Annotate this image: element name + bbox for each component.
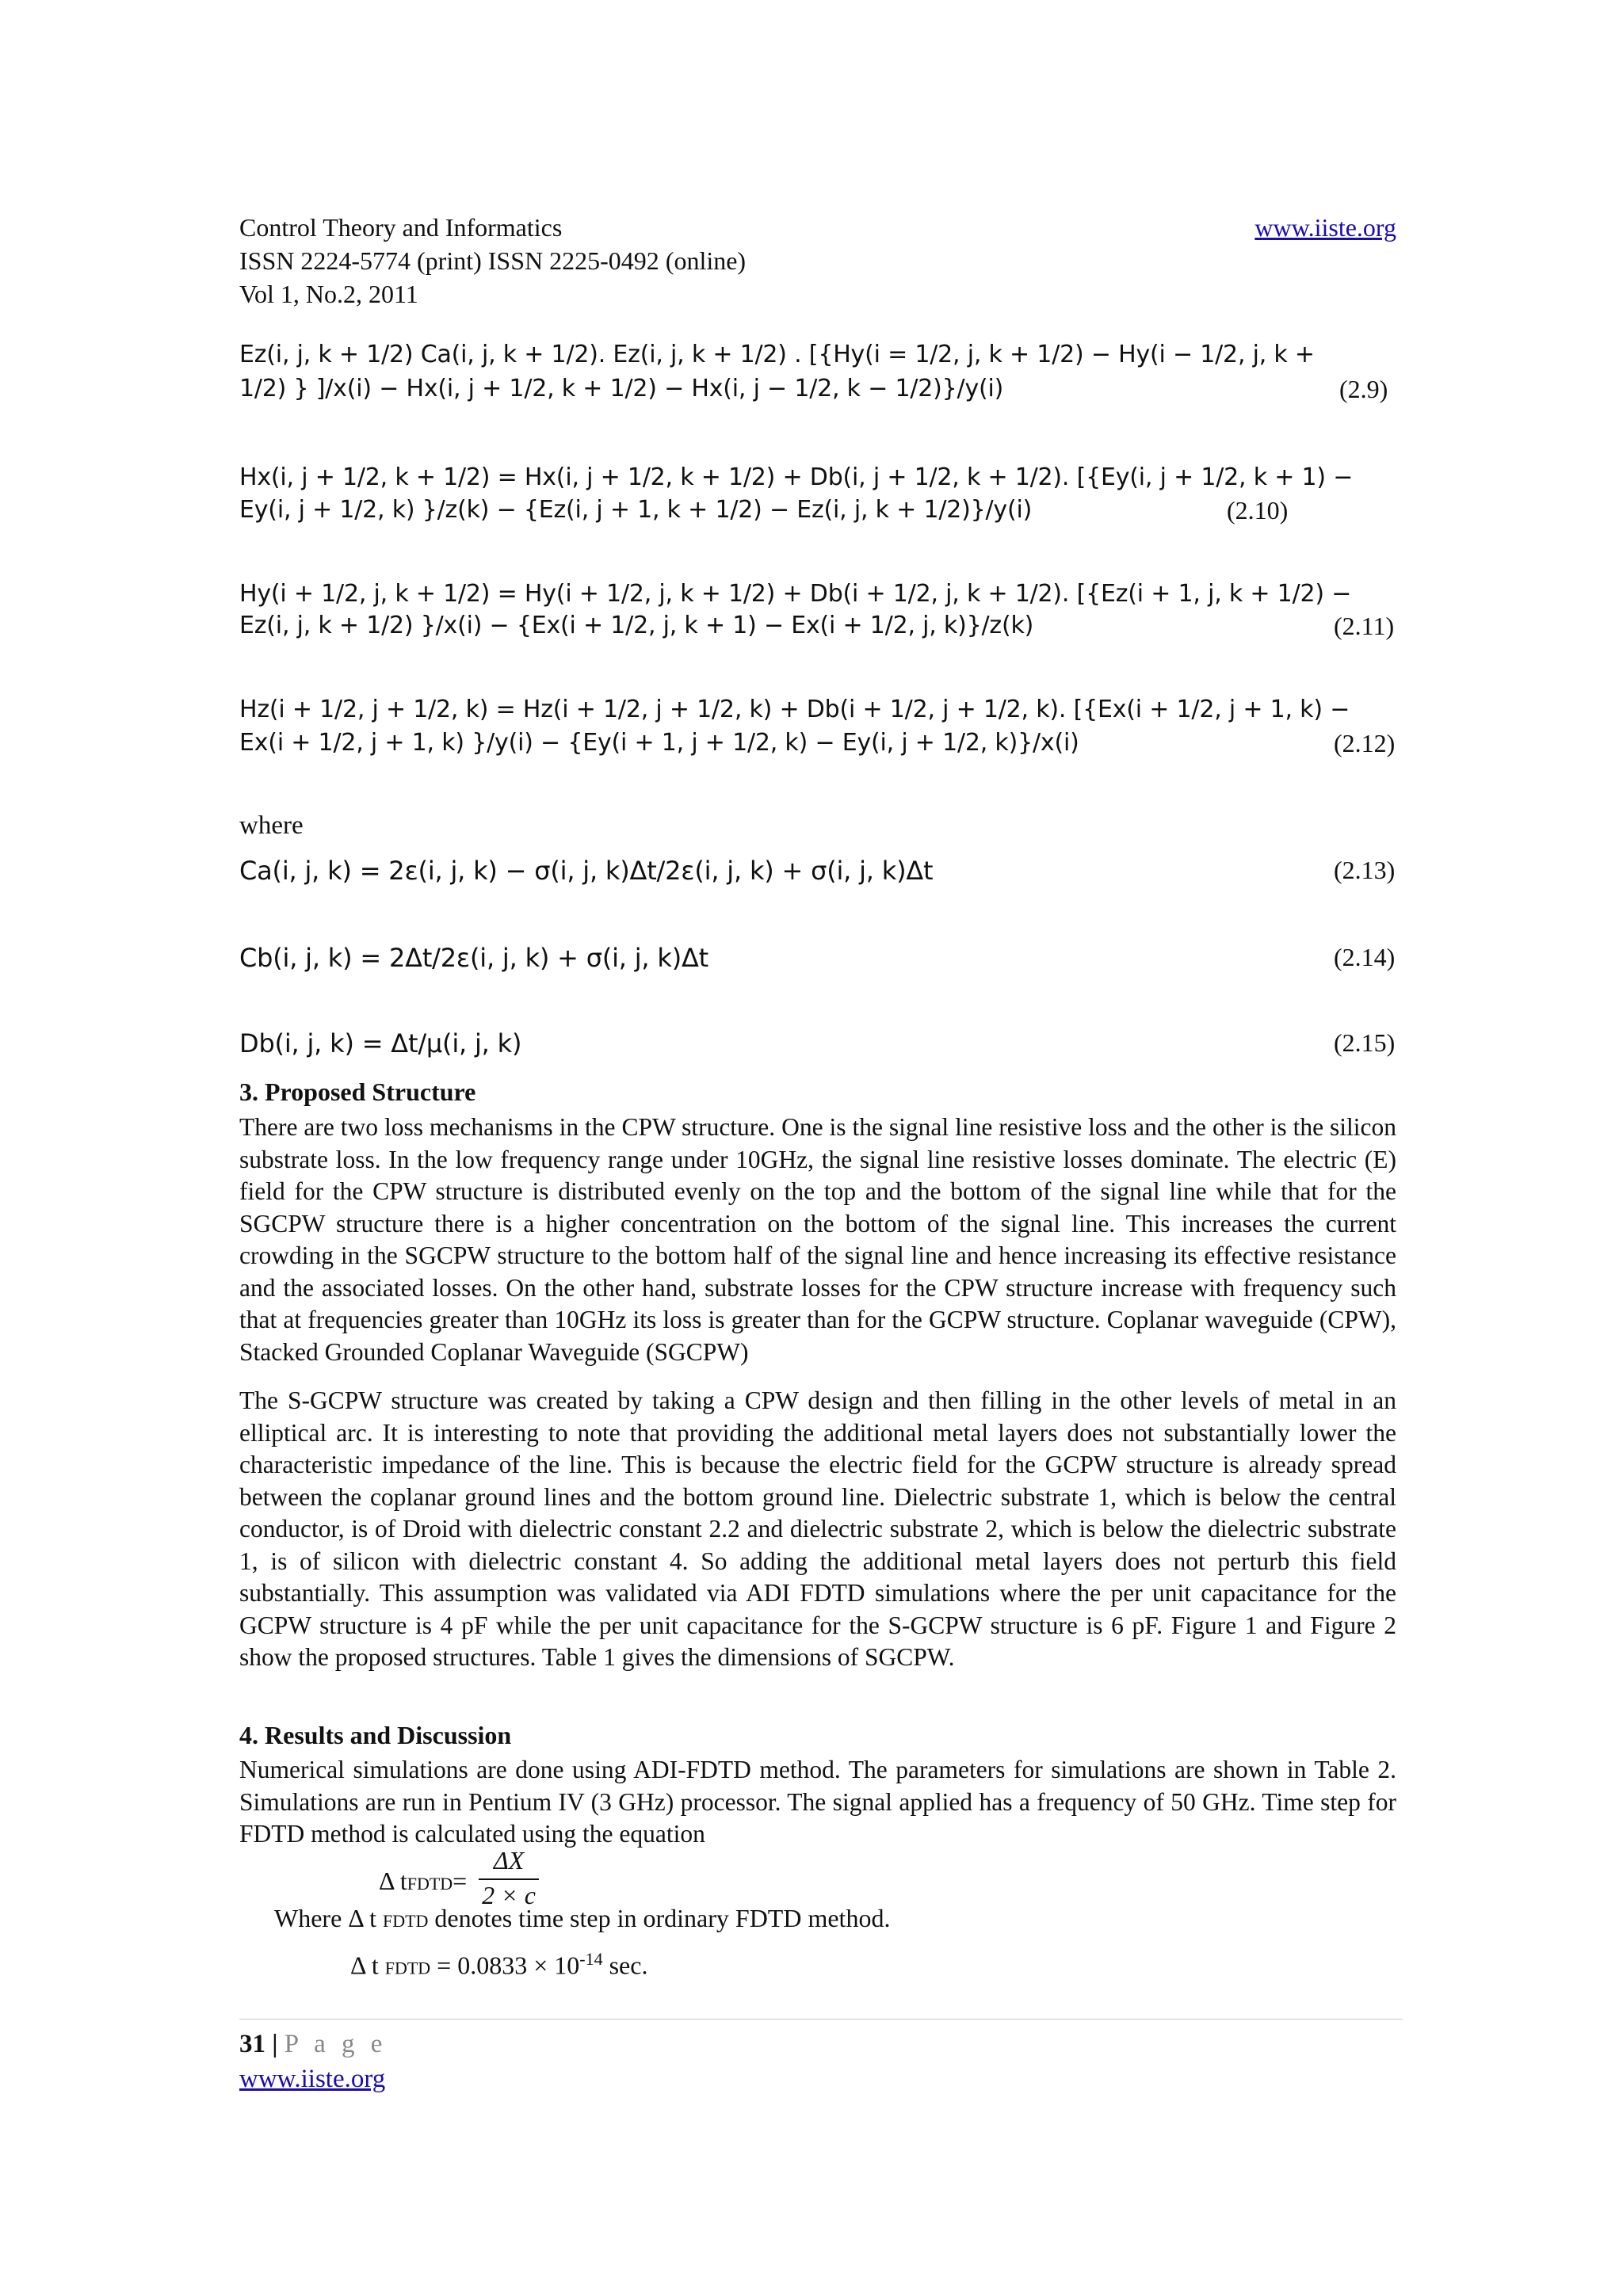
definition-ca: Ca(i, j, k) = 2ε(i, j, k) − σ(i, j, k)Δt/2ε(i, j, k) + σ(i, j, k)Δt: [239, 856, 934, 886]
equation-2-9-line2: 1/2) } ]/x(i) − Hx(i, j + 1/2, k + 1/2) − Hx(i, j − 1/2, k − 1/2)}/y(i): [239, 375, 1004, 402]
equation-2-10-line1: Hx(i, j + 1/2, k + 1/2) = Hx(i, j + 1/2, k + 1/2) + Db(i, j + 1/2, k + 1/2). [{Ey(i, j + 1/2, k + 1) −: [239, 463, 1354, 491]
definition-cb: Cb(i, j, k) = 2Δt/2ε(i, j, k) + σ(i, j, k)Δt: [239, 943, 709, 973]
fraction-denominator: 2 × c: [482, 1881, 536, 1909]
equation-2-9-line1: Ez(i, j, k + 1/2) Ca(i, j, k + 1/2). Ez(i, j, k + 1/2) . [{Hy(i = 1/2, j, k + 1/2) − Hy(i − 1/2, j, k +: [239, 341, 1315, 368]
equation-number: (2.15): [1334, 1028, 1396, 1057]
equation-2-11-line2: Ez(i, j, k + 1/2) }/x(i) − {Ex(i + 1/2, j, k + 1) − Ex(i + 1/2, j, k)}/z(k): [239, 612, 1034, 639]
fraction-numerator: ΔX: [493, 1846, 525, 1875]
equation-2-12-line1: Hz(i + 1/2, j + 1/2, k) = Hz(i + 1/2, j + 1/2, k) + Db(i + 1/2, j + 1/2, k). [{Ex(i + 1/2, j + 1, k) −: [239, 696, 1350, 723]
fraction-bar: [479, 1878, 539, 1880]
timestep-delta: Δ t: [350, 1951, 379, 1980]
volume-line: Vol 1, No.2, 2011: [239, 280, 418, 308]
equation-number: (2.10): [1227, 496, 1289, 524]
page-word: P a g e: [284, 2030, 388, 2058]
journal-title: Control Theory and Informatics: [239, 213, 563, 242]
page-number: 31: [239, 2030, 265, 2058]
equation-number: (2.9): [1339, 375, 1388, 403]
section-heading: 3. Proposed Structure: [239, 1077, 476, 1106]
page-number-line: [239, 2027, 387, 2061]
section-heading: 4. Results and Discussion: [239, 1721, 512, 1749]
definition-text: denotes time step in ordinary FDTD method.: [434, 1904, 891, 1932]
value-text: = 0.0833 × 10: [437, 1951, 580, 1980]
timestep-delta: Δ t: [379, 1867, 407, 1895]
timestep-subscript: FDTD: [384, 1958, 431, 1978]
equation-number: (2.14): [1334, 943, 1396, 971]
paragraph: There are two loss mechanisms in the CPW structure. One is the signal line resistive loss and the other is the silicon substrate loss. In the low frequency range under 10GHz, the signal line resistive losses dominate. The electric (E) field for the CPW structure is distributed evenly on the top and the bottom of the signal line while that for the SGCPW structure there is a higher concentration on the bottom of the signal line. This increases the current crowding in the SGCPW structure to the bottom half of the signal line and hence increasing its effective resistance and the associated losses. On the other hand, substrate losses for the CPW structure increase with frequency such that at frequencies greater than 10GHz its loss is greater than for the GCPW structure. Coplanar waveguide (CPW), Stacked Grounded Coplanar Waveguide (SGCPW): [239, 1113, 1396, 1366]
timestep-definition: [274, 1904, 890, 1933]
equation-number: (2.13): [1334, 856, 1396, 884]
equation-number: (2.12): [1334, 729, 1396, 757]
paragraph: The S-GCPW structure was created by taking a CPW design and then filling in the other levels of metal in an elliptical arc. It is interesting to note that providing the additional metal layers does not substantially lower the characteristic impedance of the line. This is because the electric field for the GCPW structure is already spread between the coplanar ground lines and the bottom ground line. Dielectric substrate 1, which is below the central conductor, is of Droid with dielectric constant 2.2 and dielectric substrate 2, which is below the dielectric substrate 1, is of silicon with dielectric constant 4. So adding the additional metal layers does not perturb this field substantially. This assumption was validated via ADI FDTD simulations where the per unit capacitance for the GCPW structure is 4 pF while the per unit capacitance for the S-GCPW structure is 6 pF. Figure 1 and Figure 2 show the proposed structures. Table 1 gives the dimensions of SGCPW.: [239, 1386, 1396, 1671]
page-separator: |: [272, 2030, 278, 2058]
equation-number: (2.11): [1334, 612, 1395, 640]
paragraph: Numerical simulations are done using ADI-FDTD method. The parameters for simulations are shown in Table 2. Simulations are run in Pentium IV (3 GHz) processor. The signal applied has a frequency of 50 GHz. Time step for FDTD method is calculated using the equation: [239, 1756, 1396, 1848]
equation-2-12-line2: Ex(i + 1/2, j + 1, k) }/y(i) − {Ey(i + 1, j + 1/2, k) − Ey(i, j + 1/2, k)}/x(i): [239, 729, 1079, 757]
footer-url-link[interactable]: www.iiste.org: [239, 2065, 386, 2093]
header-url-link[interactable]: www.iiste.org: [1254, 213, 1396, 242]
equation-2-11-line1: Hy(i + 1/2, j, k + 1/2) = Hy(i + 1/2, j, k + 1/2) + Db(i + 1/2, j, k + 1/2). [{Ez(i + 1, j, k + 1/2) −: [239, 580, 1352, 608]
issn-line: ISSN 2224-5774 (print) ISSN 2225-0492 (online): [239, 246, 747, 275]
timestep-delta: Δ t: [348, 1904, 376, 1932]
equation-2-10-line2: Ey(i, j + 1/2, k) }/z(k) − {Ez(i, j + 1, k + 1/2) − Ez(i, j, k + 1/2)}/y(i): [239, 496, 1033, 524]
journal-header: [239, 211, 1396, 311]
page-footer: [239, 2027, 387, 2096]
timestep-lhs: [379, 1867, 467, 1896]
where-label: where: [239, 811, 304, 840]
timestep-subscript: FDTD: [382, 1911, 429, 1931]
equals-sign: =: [453, 1867, 468, 1895]
unit-text: sec.: [602, 1951, 648, 1980]
timestep-subscript: FDTD: [407, 1874, 453, 1894]
definition-db: Db(i, j, k) = Δt/μ(i, j, k): [239, 1028, 522, 1058]
timestep-value: [350, 1949, 647, 1981]
where-word: Where: [274, 1904, 342, 1932]
exponent: -14: [579, 1949, 603, 1969]
